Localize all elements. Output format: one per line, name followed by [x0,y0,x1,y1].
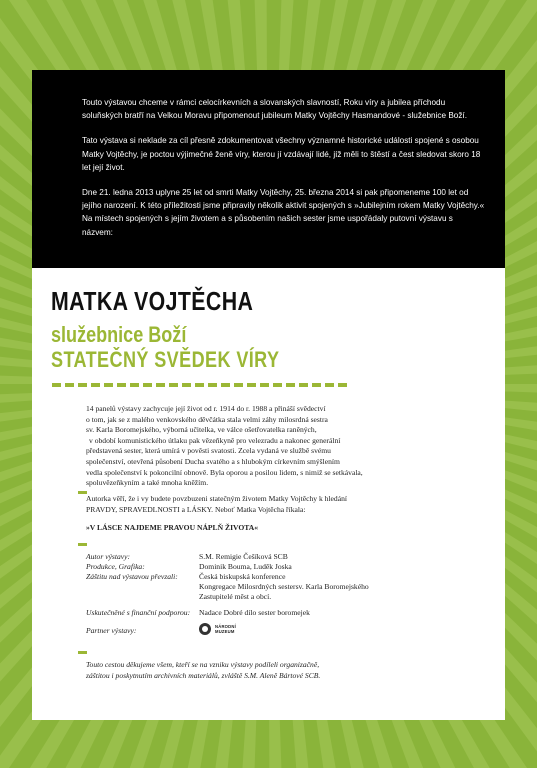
intro-paragraph-1: Touto výstavou chceme v rámci celocírkevních a slovanských slavností, Roku víry a jubilea příchodu soluňských bratří na Velkou Moravu připomenout jubileum Matky Vojtěchy Hasmandové - služebnice Boží. [82,98,468,121]
description-line: sv. Karla Boromejského, výborná učitelka, ve válce ošetřovatelka raněných, [86,425,317,435]
exhibition-description [86,404,386,489]
credit-value: Kongregace Milosrdných sestersv. Karla Boromejského [199,582,369,591]
thanks-line: záštitou i poskytnutím archivních materiálů, zvláště S.M. Aleně Bártové SCB. [86,670,321,680]
thanks-note [86,660,386,681]
description-line: vedla společenství k pokoncilní obnově. Byla oporou a posilou lidem, s nimiž se setkávala, [86,467,363,477]
credit-value: Dominik Bouma, Luděk Joska [199,562,292,571]
credit-label: Uskutečněné s finanční podporou: [86,608,191,617]
green-dash-marker [78,651,87,654]
author-note-line: Autorka věří, že i vy budete povzbuzeni statečným životem Matky Vojtěchy k hledání [86,494,347,503]
description-line: společenství, otevřená působení Ducha svatého a s hlubokým církevním smýšlením [86,456,340,466]
title-tagline: STATEČNÝ SVĚDEK VÍRY [51,347,280,372]
logo-line: MUZEUM [215,629,235,634]
description-line: v období komunistického útlaku pak vězeňkyně pro velezradu a nakonec generální [89,435,341,445]
author-note [86,494,416,515]
green-dash-marker [78,543,87,546]
credit-label: Autor výstavy: [86,552,131,561]
description-line: o tom, jak se z malého venkovského děvčátka stala velmi záhy milosrdná sestra [86,414,328,424]
credit-value: Česká biskupská konference [199,572,286,581]
intro-panel [32,70,505,268]
intro-paragraph-3: Dne 21. ledna 2013 uplyne 25 let od smrti Matky Vojtěchy, 25. března 2014 si pak připomeneme 100 let od jejího narození. K této příležitosti jsme připravily několik aktivit spojených s »Jubilejním rokem Matky Vojtěchy.« Na místech spojených s jejím životem a s působením našich sester jsme uspořádaly putovní výstavu s názvem: [82,188,485,237]
title-subtitle: služebnice Boží [51,322,187,347]
dashed-divider [52,383,348,387]
national-museum-logo [199,622,236,636]
intro-paragraph-2: Tato výstava si neklade za cíl přesně zdokumentovat všechny významné historické události spojené s osobou Matky Vojtěchy, je poctou výjimečné ženě víry, kterou jí vzdávají lidé, jíž měli to štěstí a čest sledovat skoro 18 let její život. [82,136,481,172]
museum-logo-text [215,624,236,634]
credit-label: Produkce, Grafika: [86,562,145,571]
credit-label: Záštitu nad výstavou převzali: [86,572,178,581]
page-title: MATKA VOJTĚCHA [51,286,254,316]
quote: »V LÁSCE NAJDEME PRAVOU NÁPLŇ ŽIVOTA« [86,523,259,532]
description-line: spoluvězeňkyním a také mnoha kněžím. [86,478,209,488]
credit-value: S.M. Remigie Češíková SCB [199,552,288,561]
museum-seal-icon [199,623,211,635]
logo-line: NÁRODNÍ [215,624,236,629]
credit-value: Nadace Dobré dílo sester boromejek [199,608,310,617]
thanks-line: Touto cestou děkujeme všem, kteří se na vzniku výstavy podíleli organizačně, [86,660,320,669]
description-line: představená sester, která umírá v pověsti svatosti. Zcela vydaná ve službě svému [86,446,331,456]
author-note-line: PRAVDY, SPRAVEDLNOSTI a LÁSKY. Neboť Matka Vojtěcha říkala: [86,504,306,514]
credit-value: Zastupitelé měst a obcí. [199,592,272,601]
description-line: 14 panelů výstavy zachycuje její život od r. 1914 do r. 1988 a přináší svědectví [86,404,326,413]
credit-label: Partner výstavy: [86,626,137,635]
